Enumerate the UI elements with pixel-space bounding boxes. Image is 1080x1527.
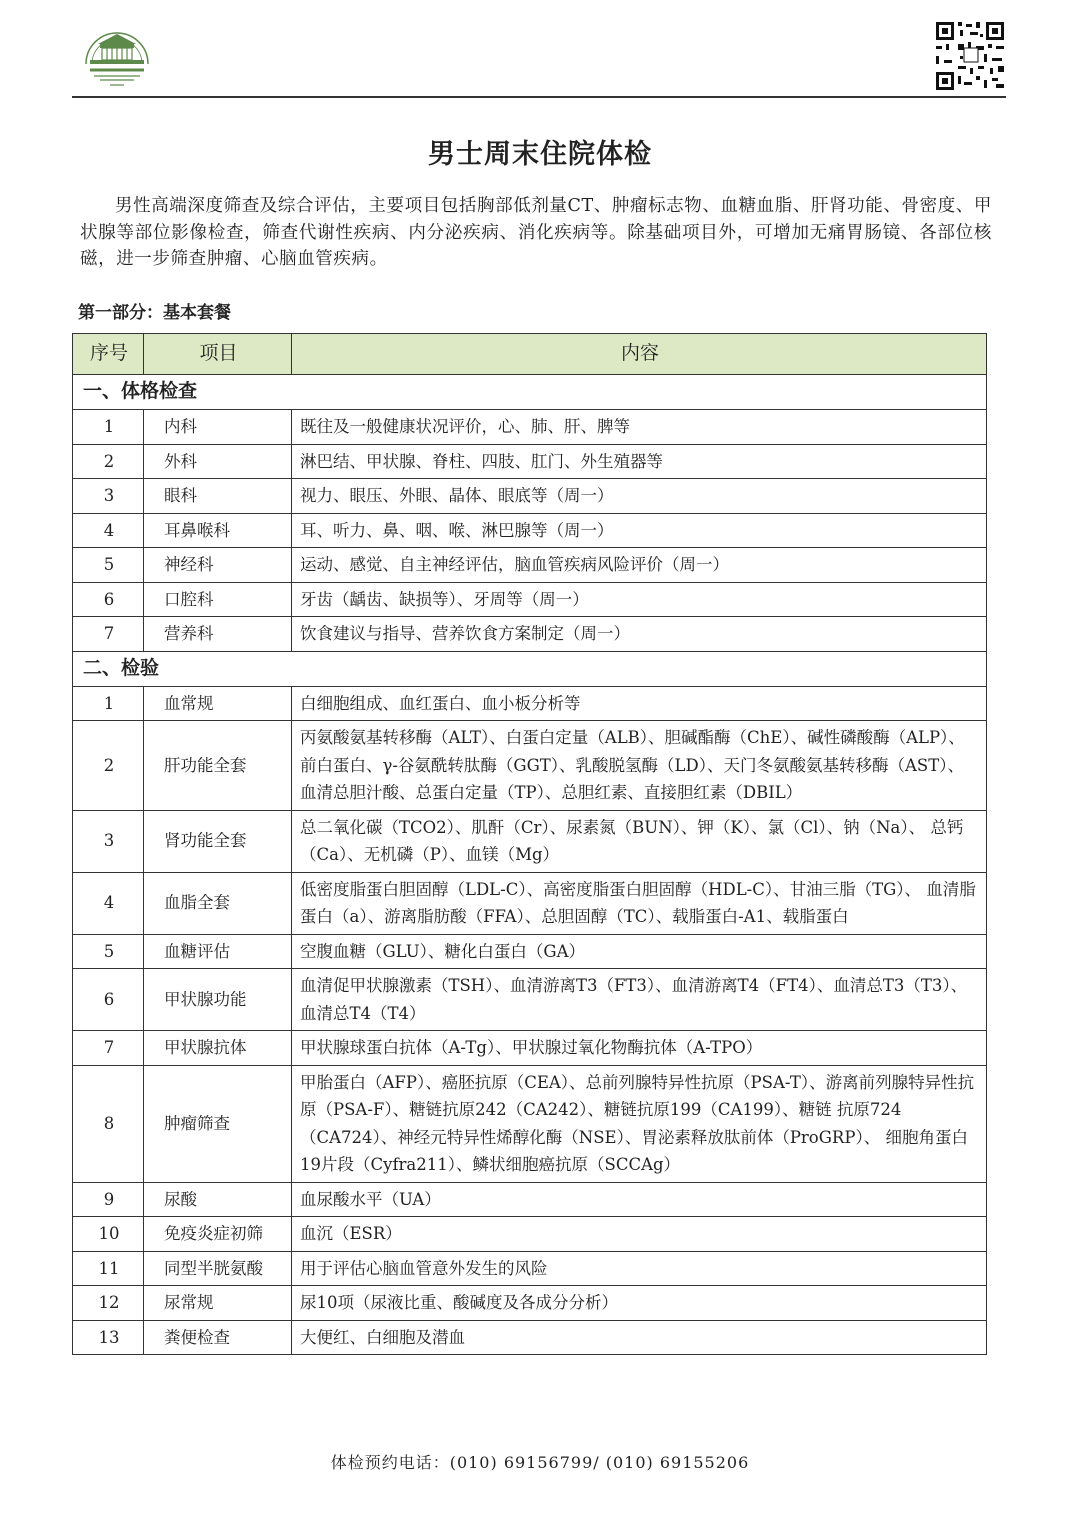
table-row <box>73 410 987 445</box>
table-header-row <box>73 334 987 375</box>
row-number: 9 <box>73 1182 144 1217</box>
header-item: 项目 <box>144 334 292 375</box>
row-content: 既往及一般健康状况评价，心、肺、肝、脾等 <box>292 410 987 445</box>
row-content: 视力、眼压、外眼、晶体、眼底等（周一） <box>292 479 987 514</box>
row-item: 免疫炎症初筛 <box>144 1217 292 1252</box>
section-title: 第一部分：基本套餐 <box>78 303 231 323</box>
table-row <box>73 934 987 969</box>
row-content: 大便红、白细胞及潜血 <box>292 1320 987 1355</box>
row-item: 肝功能全套 <box>144 721 292 811</box>
row-item: 眼科 <box>144 479 292 514</box>
row-item: 肾功能全套 <box>144 810 292 872</box>
row-item: 血常规 <box>144 686 292 721</box>
page-header <box>72 18 1006 98</box>
table-row <box>73 1251 987 1286</box>
table-row <box>73 444 987 479</box>
row-number: 3 <box>73 479 144 514</box>
row-content: 白细胞组成、血红蛋白、血小板分析等 <box>292 686 987 721</box>
row-number: 3 <box>73 810 144 872</box>
category-title: 一、体格检查 <box>73 375 987 410</box>
row-number: 1 <box>73 686 144 721</box>
row-number: 4 <box>73 513 144 548</box>
row-number: 7 <box>73 1031 144 1066</box>
table-body <box>73 375 987 1355</box>
row-number: 4 <box>73 872 144 934</box>
row-number: 13 <box>73 1320 144 1355</box>
row-content: 尿10项（尿液比重、酸碱度及各成分分析） <box>292 1286 987 1321</box>
row-content: 总二氧化碳（TCO2）、肌酐（Cr）、尿素氮（BUN）、钾（K）、氯（Cl）、钠（Na）、 总钙（Ca）、无机磷（P）、血镁（Mg） <box>292 810 987 872</box>
row-content: 饮食建议与指导、营养饮食方案制定（周一） <box>292 617 987 652</box>
row-content: 甲胎蛋白（AFP）、癌胚抗原（CEA）、总前列腺特异性抗原（PSA-T）、游离前列腺特异性抗原（PSA-F）、糖链抗原242（CA242）、糖链抗原199（CA199）、糖链 抗原724（CA724）、神经元特异性烯醇化酶（NSE）、胃泌素释放肽前体（ProGRP）、 细胞角蛋白19片段（Cyfra211）、鳞状细胞癌抗原（SCCAg） <box>292 1065 987 1182</box>
header-content: 内容 <box>292 334 987 375</box>
row-content: 淋巴结、甲状腺、脊柱、四肢、肛门、外生殖器等 <box>292 444 987 479</box>
row-number: 12 <box>73 1286 144 1321</box>
row-item: 肿瘤筛查 <box>144 1065 292 1182</box>
row-content: 运动、感觉、自主神经评估，脑血管疾病风险评价（周一） <box>292 548 987 583</box>
header-no: 序号 <box>73 334 144 375</box>
category-title: 二、检验 <box>73 651 987 686</box>
table-row <box>73 617 987 652</box>
booking-phone: 体检预约电话：(010) 69156799/ (010) 69155206 <box>330 1453 750 1472</box>
row-number: 5 <box>73 548 144 583</box>
table-row <box>73 721 987 811</box>
row-content: 血清促甲状腺激素（TSH）、血清游离T3（FT3）、血清游离T4（FT4）、血清总T3（T3）、血清总T4（T4） <box>292 969 987 1031</box>
row-number: 1 <box>73 410 144 445</box>
qr-code-icon <box>934 20 1006 92</box>
table-row <box>73 513 987 548</box>
table-row <box>73 548 987 583</box>
checkup-table <box>72 333 987 1355</box>
category-row <box>73 375 987 410</box>
row-number: 10 <box>73 1217 144 1252</box>
row-content: 血尿酸水平（UA） <box>292 1182 987 1217</box>
intro-paragraph: 男性高端深度筛查及综合评估，主要项目包括胸部低剂量CT、肿瘤标志物、血糖血脂、肝肾功能、骨密度、甲状腺等部位影像检查，筛查代谢性疾病、内分泌疾病、消化疾病等。除基础项目外，可增加无痛胃肠镜、各部位核磁，进一步筛查肿瘤、心脑血管疾病。 <box>80 196 992 269</box>
table-row <box>73 872 987 934</box>
table-row <box>73 1217 987 1252</box>
page-title: 男士周末住院体检 <box>428 139 652 170</box>
row-item: 尿酸 <box>144 1182 292 1217</box>
row-item: 同型半胱氨酸 <box>144 1251 292 1286</box>
row-content: 用于评估心脑血管意外发生的风险 <box>292 1251 987 1286</box>
row-item: 血脂全套 <box>144 872 292 934</box>
row-number: 2 <box>73 444 144 479</box>
table-row <box>73 969 987 1031</box>
row-item: 口腔科 <box>144 582 292 617</box>
hospital-logo-icon <box>78 22 156 88</box>
row-content: 低密度脂蛋白胆固醇（LDL-C）、高密度脂蛋白胆固醇（HDL-C）、甘油三脂（TG）、 血清脂蛋白（a）、游离脂肪酸（FFA）、总胆固醇（TC）、载脂蛋白-A1、载脂蛋白 <box>292 872 987 934</box>
row-content: 甲状腺球蛋白抗体（A-Tg）、甲状腺过氧化物酶抗体（A-TPO） <box>292 1031 987 1066</box>
table-row <box>73 1031 987 1066</box>
row-item: 营养科 <box>144 617 292 652</box>
row-item: 神经科 <box>144 548 292 583</box>
row-content: 耳、听力、鼻、咽、喉、淋巴腺等（周一） <box>292 513 987 548</box>
table-row <box>73 686 987 721</box>
row-content: 牙齿（龋齿、缺损等）、牙周等（周一） <box>292 582 987 617</box>
row-item: 甲状腺功能 <box>144 969 292 1031</box>
row-number: 6 <box>73 582 144 617</box>
row-number: 7 <box>73 617 144 652</box>
row-content: 丙氨酸氨基转移酶（ALT）、白蛋白定量（ALB）、胆碱酯酶（ChE）、碱性磷酸酶（ALP）、前白蛋白、γ-谷氨酰转肽酶（GGT）、乳酸脱氢酶（LD）、天门冬氨酸氨基转移酶（AST）、血清总胆汁酸、总蛋白定量（TP）、总胆红素、直接胆红素（DBIL） <box>292 721 987 811</box>
row-content: 血沉（ESR） <box>292 1217 987 1252</box>
row-item: 内科 <box>144 410 292 445</box>
row-number: 11 <box>73 1251 144 1286</box>
row-item: 尿常规 <box>144 1286 292 1321</box>
table-row <box>73 582 987 617</box>
table-row <box>73 1065 987 1182</box>
row-item: 外科 <box>144 444 292 479</box>
row-number: 6 <box>73 969 144 1031</box>
row-number: 5 <box>73 934 144 969</box>
table-row <box>73 1320 987 1355</box>
row-number: 8 <box>73 1065 144 1182</box>
table-row <box>73 479 987 514</box>
row-content: 空腹血糖（GLU）、糖化白蛋白（GA） <box>292 934 987 969</box>
row-item: 甲状腺抗体 <box>144 1031 292 1066</box>
category-row <box>73 651 987 686</box>
table-row <box>73 1286 987 1321</box>
row-number: 2 <box>73 721 144 811</box>
row-item: 耳鼻喉科 <box>144 513 292 548</box>
table-row <box>73 810 987 872</box>
row-item: 粪便检查 <box>144 1320 292 1355</box>
table-row <box>73 1182 987 1217</box>
row-item: 血糖评估 <box>144 934 292 969</box>
